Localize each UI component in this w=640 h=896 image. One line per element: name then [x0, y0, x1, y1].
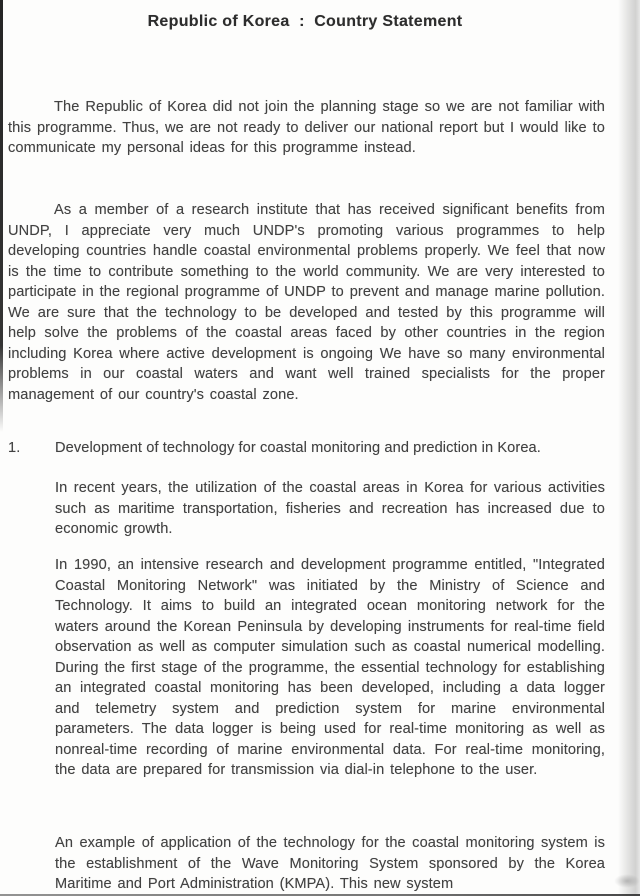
paragraph-wave-monitoring: An example of application of the technology for the coastal monitoring system is the establishment of the Wave Monitoring System sponsored by the Korea Maritime and Port Administration (KMPA). This new system: [55, 835, 605, 892]
section-number: 1.: [8, 440, 21, 456]
scan-right-edge-shadow: [618, 0, 640, 896]
paragraph-intro: The Republic of Korea did not join the planning stage so we are not familiar with this programme. Thus, we are not ready to deliver our national report but I would like to communicate my personal ideas for this programme instead.: [8, 99, 605, 156]
scan-left-edge-artifact: [0, 0, 3, 432]
scan-corner-smudge: [614, 874, 640, 888]
page-title: Republic of Korea : Country Statement: [147, 13, 463, 30]
section-heading: Development of technology for coastal monitoring and prediction in Korea.: [55, 440, 541, 456]
paragraph-undp: As a member of a research institute that has received significant benefits from UNDP, I appreciate very much UNDP's promoting various programmes to help developing countries handle coastal environmental problems properly. We feel that now is the time to contribute something to the world community. We are very interested to participate in the regional programme of UNDP to prevent and manage marine pollution. We are sure that the technology to be developed and tested by this programme will help solve the problems of the coastal areas faced by other countries in the region including Korea where active development is ongoing We have so many environmental problems in our coastal waters and want well trained specialists for the proper management of our country's coastal zone.: [8, 202, 605, 403]
paragraph-1990-programme: In 1990, an intensive research and development programme entitled, "Integrated Coastal Monitoring Network" was initiated by the Ministry of Science and Technology. It aims to build an integrated ocean monitoring network for the waters around the Korean Peninsula by developing instruments for real-time field observation as well as computer simulation such as coastal numerical modelling. During the first stage of the programme, the essential technology for establishing an integrated coastal monitoring has been developed, including a data logger and telemetry system and prediction system for marine environmental parameters. The data logger is being used for real-time monitoring as well as nonreal-time recording of marine environmental data. For real-time monitoring, the data are prepared for transmission via dial-in telephone to the user.: [55, 557, 605, 778]
paragraph-recent-years: In recent years, the utilization of the coastal areas in Korea for various activities such as maritime transportation, fisheries and recreation has increased due to economic growth.: [55, 480, 605, 537]
